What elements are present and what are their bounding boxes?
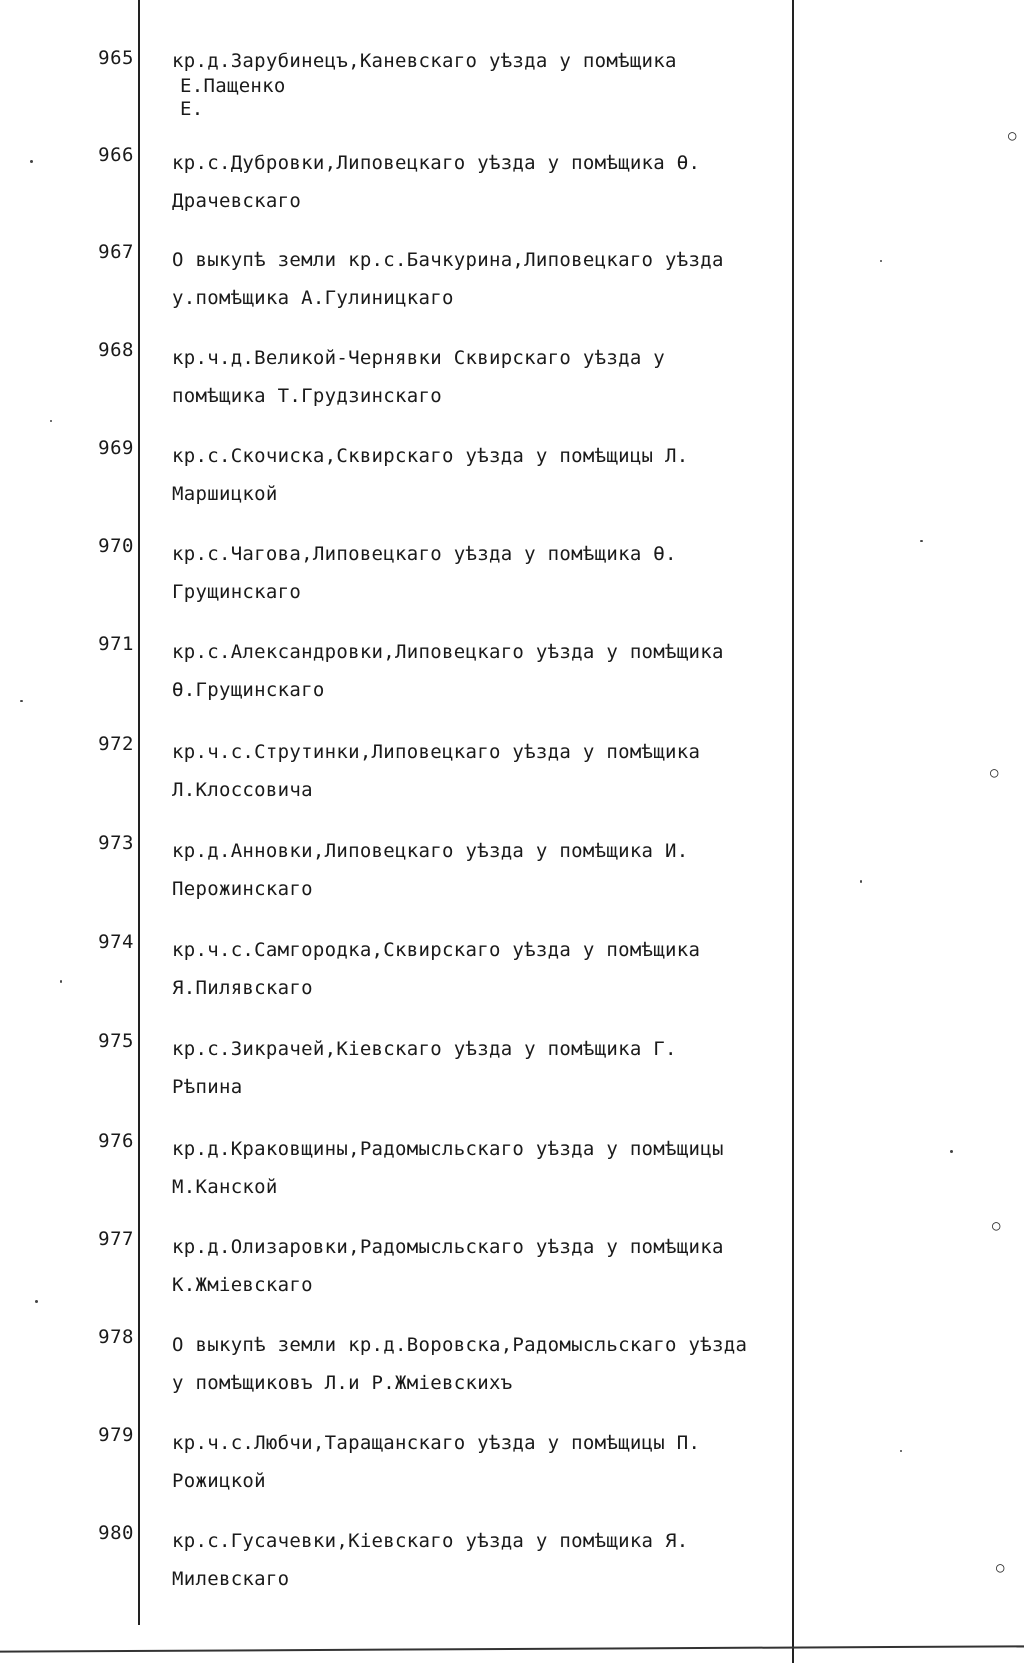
entry-line: кр.с.Дубровки,Липовецкаго уѣзда у помѣщика Ѳ. <box>172 152 701 174</box>
entry-line: Рѣпина <box>172 1076 243 1098</box>
entry-line: Рожицкой <box>172 1470 266 1492</box>
entry-965 <box>0 47 1024 137</box>
entry-text <box>172 1424 802 1500</box>
entry-line: кр.д.Зарубинецъ,Каневскаго уѣзда у помѣщика <box>172 50 677 72</box>
entry-line: кр.ч.с.Любчи,Таращанскаго уѣзда у помѣщицы П. <box>172 1432 701 1454</box>
entry-967 <box>0 241 1024 331</box>
entry-968 <box>0 339 1024 429</box>
entry-text <box>172 1130 802 1206</box>
entry-line: Я.Пилявскаго <box>172 977 313 999</box>
entry-text <box>172 931 802 1007</box>
entry-text <box>172 1326 802 1402</box>
entry-number: 976 <box>98 1130 134 1152</box>
entry-line: Грущинскаго <box>172 581 302 603</box>
scan-speck <box>860 880 862 883</box>
entry-number: 970 <box>98 535 134 557</box>
margin-circle-mark: ○ <box>1008 128 1017 144</box>
margin-circle-mark: ○ <box>992 1218 1001 1234</box>
entry-text <box>172 535 802 611</box>
entry-number: 980 <box>98 1522 134 1544</box>
entry-text <box>172 832 802 908</box>
entry-number: 969 <box>98 437 134 459</box>
scan-speck <box>50 420 52 422</box>
entry-line: Милевскаго <box>172 1568 290 1590</box>
entry-number: 977 <box>98 1228 134 1250</box>
entry-line: Е. <box>180 98 204 120</box>
scan-speck <box>950 1150 953 1153</box>
entry-line: Ѳ.Грущинскаго <box>172 679 325 701</box>
scan-speck <box>35 1300 38 1303</box>
entry-974 <box>0 931 1024 1021</box>
entry-line: Е.Пащенко <box>180 75 286 97</box>
entry-text <box>172 47 802 121</box>
entry-line: Л.Клоссовича <box>172 779 313 801</box>
entry-line: М.Канской <box>172 1176 278 1198</box>
entry-line: кр.с.Александровки,Липовецкаго уѣзда у помѣщика <box>172 641 724 663</box>
entry-line: у.помѣщика А.Гулиницкаго <box>172 287 454 309</box>
entry-line: кр.с.Скочиска,Сквирскаго уѣзда у помѣщицы Л. <box>172 445 689 467</box>
scan-speck <box>900 1450 902 1452</box>
entry-text <box>172 733 802 809</box>
entry-line: Маршицкой <box>172 483 278 505</box>
scan-speck <box>880 260 882 262</box>
entry-number: 971 <box>98 633 134 655</box>
entry-text <box>172 339 802 415</box>
entry-976 <box>0 1130 1024 1220</box>
scan-speck <box>30 160 33 163</box>
entry-969 <box>0 437 1024 527</box>
entry-line: Перожинскаго <box>172 878 313 900</box>
entry-text <box>172 241 802 317</box>
entry-text <box>172 1030 802 1106</box>
entry-971 <box>0 633 1024 723</box>
bottom-rule <box>0 1645 1024 1652</box>
entry-line: кр.с.Зикрачей,Кіевскаго уѣзда у помѣщика Г. <box>172 1038 677 1060</box>
entry-number: 975 <box>98 1030 134 1052</box>
entry-number: 973 <box>98 832 134 854</box>
entry-980 <box>0 1522 1024 1612</box>
entry-line: кр.ч.с.Струтинки,Липовецкаго уѣзда у помѣщика <box>172 741 701 763</box>
entry-text <box>172 1522 802 1598</box>
entry-972 <box>0 733 1024 823</box>
entry-text <box>172 1228 802 1304</box>
scan-speck <box>920 540 923 542</box>
scan-speck <box>20 700 23 702</box>
entry-number: 978 <box>98 1326 134 1348</box>
entry-line: кр.ч.с.Самгородка,Сквирскаго уѣзда у помѣщика <box>172 939 701 961</box>
entry-line: кр.с.Чагова,Липовецкаго уѣзда у помѣщика Ѳ. <box>172 543 677 565</box>
entry-line: Драчевскаго <box>172 190 302 212</box>
entry-text <box>172 144 802 220</box>
entry-line: кр.ч.д.Великой-Чернявки Сквирскаго уѣзда у <box>172 347 666 369</box>
entry-number: 979 <box>98 1424 134 1446</box>
entry-number: 974 <box>98 931 134 953</box>
entry-978 <box>0 1326 1024 1416</box>
entry-line: К.Жміевскаго <box>172 1274 313 1296</box>
entry-973 <box>0 832 1024 922</box>
margin-circle-mark: ○ <box>996 1560 1005 1576</box>
entry-977 <box>0 1228 1024 1318</box>
entry-number: 967 <box>98 241 134 263</box>
entry-number: 968 <box>98 339 134 361</box>
entry-line: кр.д.Анновки,Липовецкаго уѣзда у помѣщика И. <box>172 840 689 862</box>
entry-line: О выкупѣ земли кр.с.Бачкурина,Липовецкаго уѣзда <box>172 249 724 271</box>
entry-text <box>172 633 802 709</box>
margin-circle-mark: ○ <box>990 765 999 781</box>
entry-line: у помѣщиковъ Л.и Р.Жміевскихъ <box>172 1372 513 1394</box>
entry-line: кр.с.Гусачевки,Кіевскаго уѣзда у помѣщика Я. <box>172 1530 689 1552</box>
entry-line: кр.д.Олизаровки,Радомысльскаго уѣзда у помѣщика <box>172 1236 724 1258</box>
entry-970 <box>0 535 1024 625</box>
entry-975 <box>0 1030 1024 1120</box>
scan-speck <box>60 980 62 983</box>
entry-line: О выкупѣ земли кр.д.Воровска,Радомысльскаго уѣзда <box>172 1334 748 1356</box>
entry-line: кр.д.Краковщины,Радомысльскаго уѣзда у помѣщицы <box>172 1138 724 1160</box>
entry-979 <box>0 1424 1024 1514</box>
entry-number: 965 <box>98 47 134 69</box>
entry-number: 966 <box>98 144 134 166</box>
entry-line: помѣщика Т.Грудзинскаго <box>172 385 442 407</box>
entry-text <box>172 437 802 513</box>
entry-number: 972 <box>98 733 134 755</box>
entry-966 <box>0 144 1024 234</box>
